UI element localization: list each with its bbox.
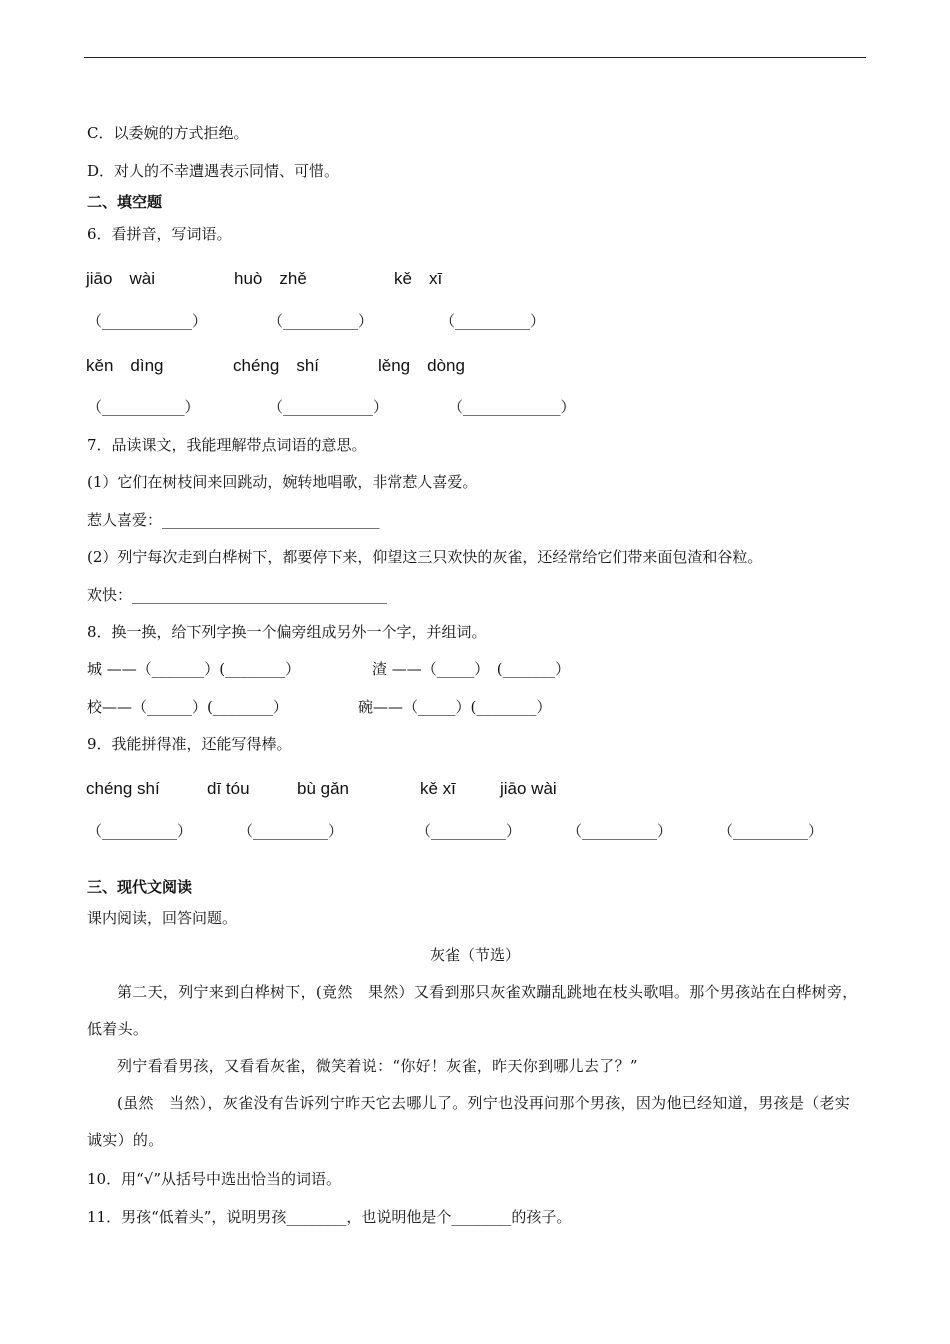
- answer-blank[interactable]: （____________）: [87, 312, 208, 330]
- question-8-row-1b[interactable]: 渣 ——（_____） (_______）: [372, 660, 571, 678]
- question-7-answer-2[interactable]: 欢快：__________________________________: [87, 586, 388, 604]
- pinyin-item: kěn dìnɡ: [86, 356, 164, 375]
- pinyin-item: chénɡ shí: [233, 356, 319, 375]
- passage-title: 灰雀（节选）: [429, 946, 520, 964]
- answer-blank[interactable]: （____________）: [268, 398, 389, 416]
- pinyin-item: bù gǎn: [297, 779, 349, 798]
- pinyin-item: huò zhě: [234, 269, 307, 288]
- answer-blank[interactable]: （__________）: [567, 822, 673, 840]
- pinyin-item: kě xī: [420, 779, 456, 798]
- answer-blank[interactable]: （__________）: [416, 822, 522, 840]
- answer-blank[interactable]: （__________）: [238, 822, 344, 840]
- pinyin-item: chéng shí: [86, 779, 160, 798]
- answer-blank[interactable]: （_____________）: [448, 398, 576, 416]
- section-title-fill-blank: 二、填空题: [87, 193, 163, 211]
- pinyin-item: dī tóu: [207, 779, 250, 798]
- answer-blank[interactable]: （___________）: [87, 398, 200, 416]
- section-title-reading: 三、现代文阅读: [87, 878, 193, 896]
- question-7-label: 7．品读课文，我能理解带点词语的意思。: [87, 436, 367, 454]
- question-7-sentence-2: (2）列宁每次走到白桦树下，都要停下来，仰望这三只欢快的灰雀，还经常给它们带来面包渣和谷粒。: [87, 548, 763, 566]
- question-8-row-2a[interactable]: 校——（______）(________）: [87, 698, 288, 716]
- question-8-row-1a[interactable]: 城 ——（_______）(________）: [87, 660, 301, 678]
- passage-paragraph-3: (虽然 当然），灰雀没有告诉列宁昨天它去哪儿了。列宁也没再问那个男孩，因为他已经知道，男孩是（老实 诚实）的。: [87, 1094, 866, 1149]
- pinyin-item: kě xī: [394, 269, 443, 288]
- pinyin-item: jiāo wài: [86, 269, 155, 288]
- answer-blank[interactable]: （__________）: [440, 312, 546, 330]
- header-rule: [84, 57, 866, 58]
- question-6-label: 6．看拼音，写词语。: [87, 225, 232, 243]
- question-9-label: 9．我能拼得准，还能写得棒。: [87, 735, 292, 753]
- passage-paragraph-2: 列宁看看男孩，又看看灰雀，微笑着说：“你好！灰雀，昨天你到哪儿去了？”: [117, 1057, 638, 1075]
- option-c: C．以委婉的方式拒绝。: [87, 124, 249, 142]
- pinyin-item: lěnɡ dònɡ: [378, 356, 465, 375]
- reading-intro: 课内阅读，回答问题。: [87, 909, 238, 927]
- answer-blank[interactable]: （__________）: [268, 312, 374, 330]
- option-d: D．对人的不幸遭遇表示同情、可惜。: [87, 162, 340, 180]
- answer-blank[interactable]: （__________）: [87, 822, 193, 840]
- answer-blank[interactable]: （__________）: [718, 822, 824, 840]
- question-8-label: 8．换一换，给下列字换一个偏旁组成另外一个字，并组词。: [87, 623, 487, 641]
- question-10-label: 10．用“√”从括号中选出恰当的词语。: [87, 1170, 341, 1188]
- pinyin-item: jiāo wài: [500, 779, 557, 798]
- question-11-label[interactable]: 11．男孩“低着头”，说明男孩________，也说明他是个________的孩子。: [87, 1208, 572, 1226]
- question-8-row-2b[interactable]: 碗——（_____）(________）: [358, 698, 552, 716]
- question-7-answer-1[interactable]: 惹人喜爱：_____________________________: [87, 511, 380, 529]
- passage-paragraph-1: 第二天，列宁来到白桦树下，(竟然 果然）又看到那只灰雀欢蹦乱跳地在枝头歌唱。那个男孩站在白桦树旁，低着头。: [87, 983, 858, 1038]
- question-7-sentence-1: (1）它们在树枝间来回跳动，婉转地唱歌，非常惹人喜爱。: [87, 473, 478, 491]
